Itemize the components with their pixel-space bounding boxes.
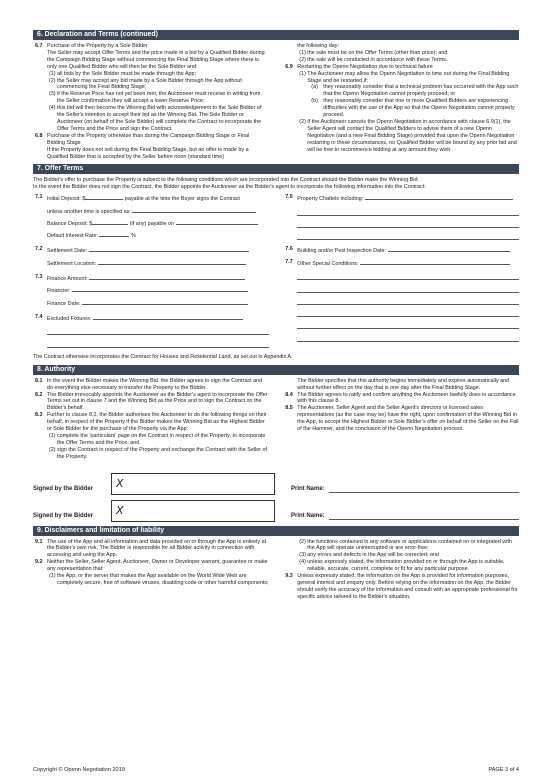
section-9-right [283, 539, 519, 601]
clause-heading: Purchase of the Property by a Sole Bidder [47, 43, 148, 49]
item-number: (1) [299, 70, 306, 77]
clause-body: The Auctioneer, Seller Agent and the Seller Agent's directors or licensed sales representatives (as the case may be) have the right, upon confirmation of the Winning Bid in the App, to accept the Highest Bidder or Sole Bidder's offer on behalf of the Seller on the Fall of the Hammer, and the conclusion of the Openn Negotiation process. [297, 405, 519, 433]
item-number: (2) [299, 118, 306, 125]
item-text: complete the 'particulars' page on the Contract in respect of the Property, to incorporate the Offer Terms and the Price; and [57, 432, 266, 446]
page-footer [33, 767, 519, 774]
special-conditions-line[interactable] [283, 283, 519, 295]
clause-number: 8.4 [285, 391, 293, 398]
clause-number: 7.5 [285, 194, 293, 201]
clause-number: 9.2 [35, 559, 43, 566]
clause-heading: Restarting the Openn Negotiation due to technical failure [297, 63, 433, 70]
property-chattels-row [283, 194, 519, 206]
item-number: (2) [299, 56, 306, 63]
initial-deposit-row [33, 194, 269, 206]
signed-by-label: Signed by the Bidder [33, 485, 94, 492]
settlement-date-row [33, 246, 269, 258]
signature-mark: X [116, 476, 124, 490]
clause-body: If the Property does not sell during the Final Bidding Stage, but an offer is made by a Qualified Bidder that is accepted by the Seller before noon (standard time) [47, 146, 249, 160]
finance-date-field[interactable] [82, 299, 248, 305]
signature-box[interactable] [111, 473, 275, 495]
clause-9-2-continued [283, 539, 519, 574]
item-text: the Seller may accept any bid made by a Sole Bidder through the App without commencing the Final Bidding Stage; [57, 77, 242, 91]
item-text: If the Auctioneer cancels the Openn Negotiation in accordance with clause 6.9(1), the Seller Agent will contact the Qualified Bidders to advise them of a new Openn Negotiation (and a new Final Bidding Stage) provided that upon the Openn Negotiation restarting in these circumstances, no Qualified Bidder will be bound by any prior bid and will be free to recommence bidding at any amount they wish. [307, 118, 517, 153]
clause-number: 7.2 [35, 246, 43, 253]
item-text: the sale must be on the Offer Terms (other than price); and [307, 49, 448, 56]
item-number: (1) [49, 432, 56, 439]
inspection-date-row [283, 246, 519, 258]
copyright-text: Copyright © Openn Negotiation 2019 [33, 767, 125, 773]
clause-8-1 [33, 378, 269, 392]
default-interest-label: Default Interest Rate: [47, 233, 98, 240]
item-text: The Auctioneer may allow the Openn Negotiation to time out during the Final Bidding Stage and be restarted if; [307, 70, 510, 84]
clause-6-8-continued [283, 43, 519, 64]
clause-number: 7.1 [35, 194, 43, 201]
clause-number: 8.2 [35, 391, 43, 398]
clause-number: 6.7 [35, 43, 43, 49]
section-8-header: 8. Authority [33, 365, 519, 375]
section-7-outro: The Contract otherwise incorporates the Contract for Houses and Residential Land, as set out in Appendix A. [33, 353, 293, 360]
item-text: they reasonably consider that one or more Qualified Bidders are experiencing difficulties with the use of the App so that the Openn Negotiation cannot properly proceed. [323, 98, 515, 119]
clause-9-1 [33, 539, 269, 560]
section-6-body [33, 43, 519, 160]
clause-number: 9.1 [35, 538, 43, 545]
item-text: all bids by the Sole Bidder must be made through the App; [57, 70, 197, 77]
special-conditions-line[interactable] [283, 308, 519, 320]
inspection-date-field[interactable] [388, 246, 510, 252]
financier-row [33, 286, 269, 298]
item-number: (1) [49, 573, 56, 580]
balance-deposit-label: Balance Deposit: $ [47, 220, 93, 227]
settlement-location-label: Settlement Location: [47, 260, 97, 267]
section-6-right [283, 43, 519, 160]
clause-body: Neither the Seller, Seller Agent, Auctioneer, Owner or Developer warrant, guarantee or make any representation that: [47, 559, 268, 573]
clause-8-3 [33, 412, 269, 460]
deposit-time-row [33, 207, 269, 219]
clause-body: the following day: [297, 43, 339, 49]
finance-date-row [33, 299, 269, 311]
clause-9-2 [33, 559, 269, 587]
item-number: (4) [49, 105, 56, 112]
property-chattels-field[interactable] [365, 194, 513, 200]
signature-row-2 [33, 500, 519, 522]
clause-heading: Purchase of the Property otherwise than during the Campaign Bidding Stage or Final Bidding Stage [47, 132, 250, 146]
property-chattels-label: Property Chattels including: [297, 196, 364, 203]
financier-field[interactable] [72, 286, 248, 292]
clause-number: 8.3 [35, 412, 43, 419]
clause-6-7 [33, 43, 269, 133]
item-number: (4) [299, 559, 306, 566]
deposit-time-label: unless another time is specified as: [47, 208, 131, 215]
print-name-field[interactable] [329, 519, 519, 520]
balance-deposit-suffix: (if any) payable on [129, 220, 175, 227]
default-interest-row [33, 231, 269, 243]
clause-number: 7.4 [35, 313, 43, 320]
clause-body: The use of the App and all information and data provided on or through the App is entirely at the Bidder's own risk. The Bidder is responsible for all Bidder activity in connection with accessing and using the App. [47, 538, 267, 559]
offer-terms-form [33, 194, 519, 351]
clause-number: 6.9 [285, 63, 293, 70]
inspection-date-label: Building and/or Pest Inspection Date: [297, 248, 386, 255]
clause-number: 8.5 [285, 405, 293, 412]
excluded-fixtures-line[interactable] [33, 338, 269, 350]
item-text: unless expressly stated, the information provided on or through the App is suitable, reliable, accurate, current, complete or fit for any particular purpose. [307, 559, 505, 573]
special-conditions-line[interactable] [283, 296, 519, 308]
clause-6-9 [283, 64, 519, 154]
signature-box[interactable] [111, 500, 275, 522]
item-number: (a) [311, 84, 318, 91]
item-text: the sale will be conducted in accordance with these Terms. [307, 56, 448, 63]
excluded-fixtures-label: Excluded Fixtures: [47, 315, 92, 322]
clause-number: 7.7 [285, 258, 293, 265]
section-9-header: 9. Disclaimers and limitation of liability [33, 526, 519, 536]
offer-terms-left [33, 194, 269, 351]
excluded-fixtures-row [33, 314, 269, 326]
section-6-left [33, 43, 269, 160]
section-7-intro-2: In the event the Bidder does not sign the Contract, the Bidder appoints the Auctioneer as the Bidder's agent to incorporate the following information into the Contract: [33, 184, 426, 191]
item-text: they reasonably consider that a technical problem has occurred with the App such that the Openn Negotiation cannot properly proceed; or [323, 84, 519, 98]
section-7-header: 7. Offer Terms [33, 164, 519, 174]
initial-deposit-label: Initial Deposit: $ [47, 196, 86, 203]
offer-terms-right [283, 194, 519, 351]
balance-deposit-date-field[interactable] [176, 219, 258, 225]
excluded-fixtures-field[interactable] [93, 314, 243, 320]
item-text: any errors and defects in the App will be corrected; and [307, 552, 439, 559]
clause-8-2 [33, 392, 269, 413]
clause-number: 7.3 [35, 274, 43, 280]
item-text: sign the Contract in respect of the Property and exchange the Contract with the Seller of the Property. [57, 446, 268, 460]
special-conditions-label: Other Special Conditions: [297, 260, 359, 267]
item-number: (2) [299, 538, 306, 545]
clause-9-3 [283, 573, 519, 601]
finance-date-label: Finance Date: [47, 300, 81, 307]
settlement-location-field[interactable] [98, 259, 246, 265]
special-conditions-row [283, 259, 519, 271]
property-chattels-line[interactable] [283, 207, 519, 219]
clause-body: Unless expressly stated, the information on the App is provided for information purposes, general interest and enquiry only. Before relying on the information on the App, the Bidder should verify the accuracy of the information and consult with an appropriate professional for specific advice tailored to the Bidder's situation. [297, 573, 518, 600]
settlement-date-label: Settlement Date: [47, 248, 88, 255]
item-number: (1) [49, 70, 56, 77]
clause-8-5 [283, 405, 519, 433]
section-7-intro: The Bidder's offer to purchase the Property is subject to the following conditions which are incorporated into the Contract should the Bidder make the Winning Bid. [33, 177, 419, 184]
balance-deposit-field[interactable] [92, 219, 128, 225]
section-8-left [33, 378, 269, 461]
section-9-body [33, 539, 519, 601]
property-chattels-line[interactable] [283, 231, 519, 243]
print-name-label: Print Name: [291, 512, 325, 519]
special-conditions-line[interactable] [283, 332, 519, 344]
section-8-body [33, 378, 519, 461]
financier-label: Financier: [47, 288, 71, 295]
signature-mark: X [116, 503, 124, 517]
excluded-fixtures-line[interactable] [33, 326, 269, 338]
balance-deposit-row [33, 219, 269, 231]
section-6-header: 6. Declaration and Terms (continued) [33, 30, 519, 40]
item-number: (2) [49, 77, 56, 84]
section-9-left [33, 539, 269, 601]
special-conditions-field[interactable] [360, 259, 510, 265]
clause-number: 6.8 [35, 132, 43, 139]
page-number: PAGE 3 of 4 [488, 767, 519, 773]
item-text: this bid will then become the Winning Bid with acknowledgement to the Sole Bidder of the Seller's intention to accept their bid as the Winning Bid. The Sole Bidder or Auctioneer (on behalf of the Sole Bidder) will complete the Contract to incorporate the Offer Terms and the Price and sign the Contract. [57, 105, 262, 132]
clause-number: 9.3 [285, 573, 293, 580]
item-number: (b) [311, 98, 318, 105]
clause-body: Further to clause 8.2, the Bidder authorises the Auctioneer to do the following things on their behalf, in respect of the Property if the Bidder makes the Winning Bid as the Highest Bidder or Sole Bidder for the purchase of the Property via the App: [47, 412, 267, 433]
property-chattels-line[interactable] [283, 219, 519, 231]
initial-deposit-suffix: payable at the time the Buyer signs the Contract [124, 196, 240, 203]
clause-8-4 [283, 392, 519, 406]
special-conditions-line[interactable] [283, 320, 519, 332]
clause-body: The Bidder irrevocably appoints the Auctioneer as the Bidder's agent to incorporate the Offer Terms set out in clause 7 and the Winning Bid as the Price and to sign the Contract on the Bidder's behalf. [47, 391, 268, 412]
clause-number: 8.1 [35, 377, 43, 384]
finance-amount-field[interactable] [89, 274, 245, 280]
initial-deposit-field[interactable] [85, 194, 123, 200]
item-text: the functions contained in any software or applications contained on or integrated with the App will operate uninterrupted or are error-free; [307, 538, 512, 552]
clause-6-8 [33, 133, 269, 161]
item-number: (3) [299, 552, 306, 559]
print-name-field[interactable] [329, 492, 519, 493]
item-number: (3) [49, 91, 56, 98]
section-8-right [283, 378, 519, 461]
item-text: if the Reserve Price has not yet been met, the Auctioneer must receive in writing from the Seller confirmation they will accept a lower Reserve Price; [57, 91, 261, 105]
default-interest-field[interactable] [99, 231, 129, 237]
special-conditions-line[interactable] [283, 271, 519, 283]
clause-number: 7.6 [285, 246, 293, 253]
settlement-location-row [33, 259, 269, 271]
clause-body: The Seller may accept Offer Terms and the price made in a bid by a Qualified Bidder during the Campaign Bidding Stage without commencing the Final Bidding Stage where there is only one Qualified Bidder who will then be the Sole Bidder and: [47, 49, 265, 70]
finance-amount-row [33, 274, 269, 286]
percent-sign: % [130, 233, 136, 240]
signature-row-1 [33, 473, 519, 495]
item-number: (2) [49, 446, 56, 453]
authority-period [283, 378, 519, 392]
item-number: (1) [299, 49, 306, 56]
signed-by-label: Signed by the Bidder [33, 512, 94, 519]
clause-body: The Bidder specifies that this authority begins immediately and expires automatically and without further effect on the day that is one day after the Final Bidding Stage. [297, 377, 510, 391]
deposit-time-field[interactable] [132, 207, 256, 213]
clause-body: The Bidder agrees to ratify and confirm anything the Auctioneer lawfully does in accordance with this clause 8. [297, 391, 516, 405]
item-text: the App, or the server that makes the App available on the World Wide Web are completely secure, free of software viruses, disabling code or other harmful components; [57, 573, 269, 586]
clause-body: In the event the Bidder makes the Winning Bid, the Bidder agrees to sign the Contract and do everything else necessary to transfer the Property to the Bidder. [47, 377, 263, 391]
print-name-label: Print Name: [291, 485, 325, 492]
settlement-date-field[interactable] [89, 246, 249, 252]
finance-amount-label: Finance Amount: [47, 276, 88, 282]
